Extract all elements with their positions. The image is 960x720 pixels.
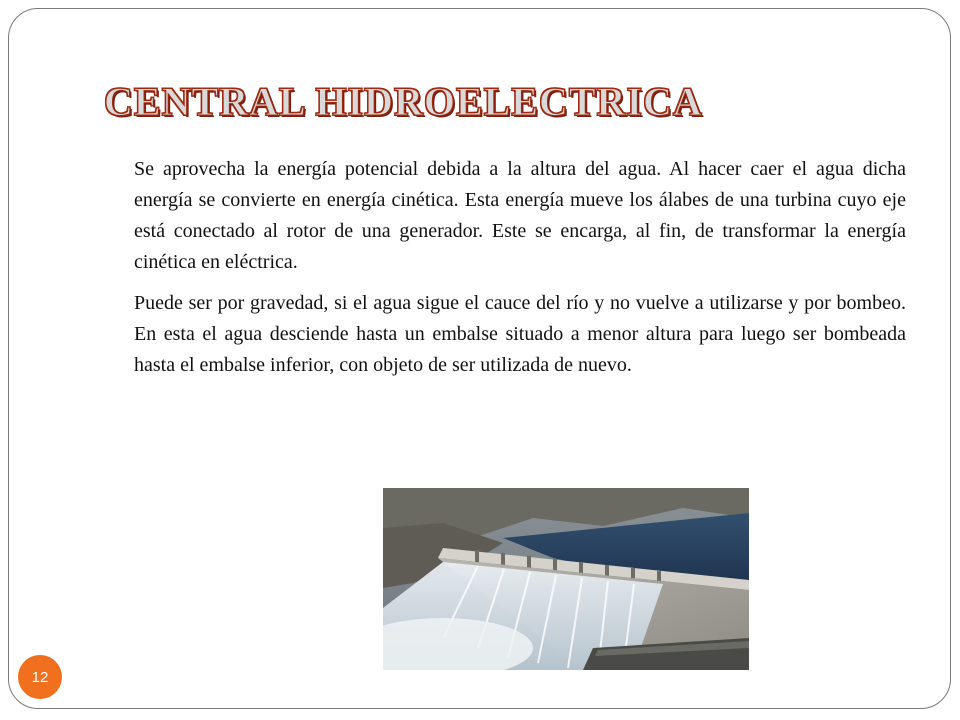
slide-body (134, 154, 906, 391)
slide-title: CENTRAL HIDROELECTRICA (104, 79, 703, 124)
dam-photo (383, 488, 749, 670)
dam-illustration (383, 488, 749, 670)
paragraph-2: Puede ser por gravedad, si el agua sigue el cauce del río y no vuelve a utilizarse y por bombeo. En esta el agua desciende hasta un embalse situado a menor altura para luego ser bombeada hasta el embalse inferior, con objeto de ser utilizada de nuevo. (134, 292, 906, 376)
paragraph-1: Se aprovecha la energía potencial debida a la altura del agua. Al hacer caer el agua dicha energía se convierte en energía cinética. Esta energía mueve los álabes de una turbina cuyo eje está conectado al rotor de una generador. Este se encarga, al fin, de transformar la energía cinética en eléctrica. (134, 158, 906, 273)
page-number-badge: 12 (18, 655, 62, 699)
